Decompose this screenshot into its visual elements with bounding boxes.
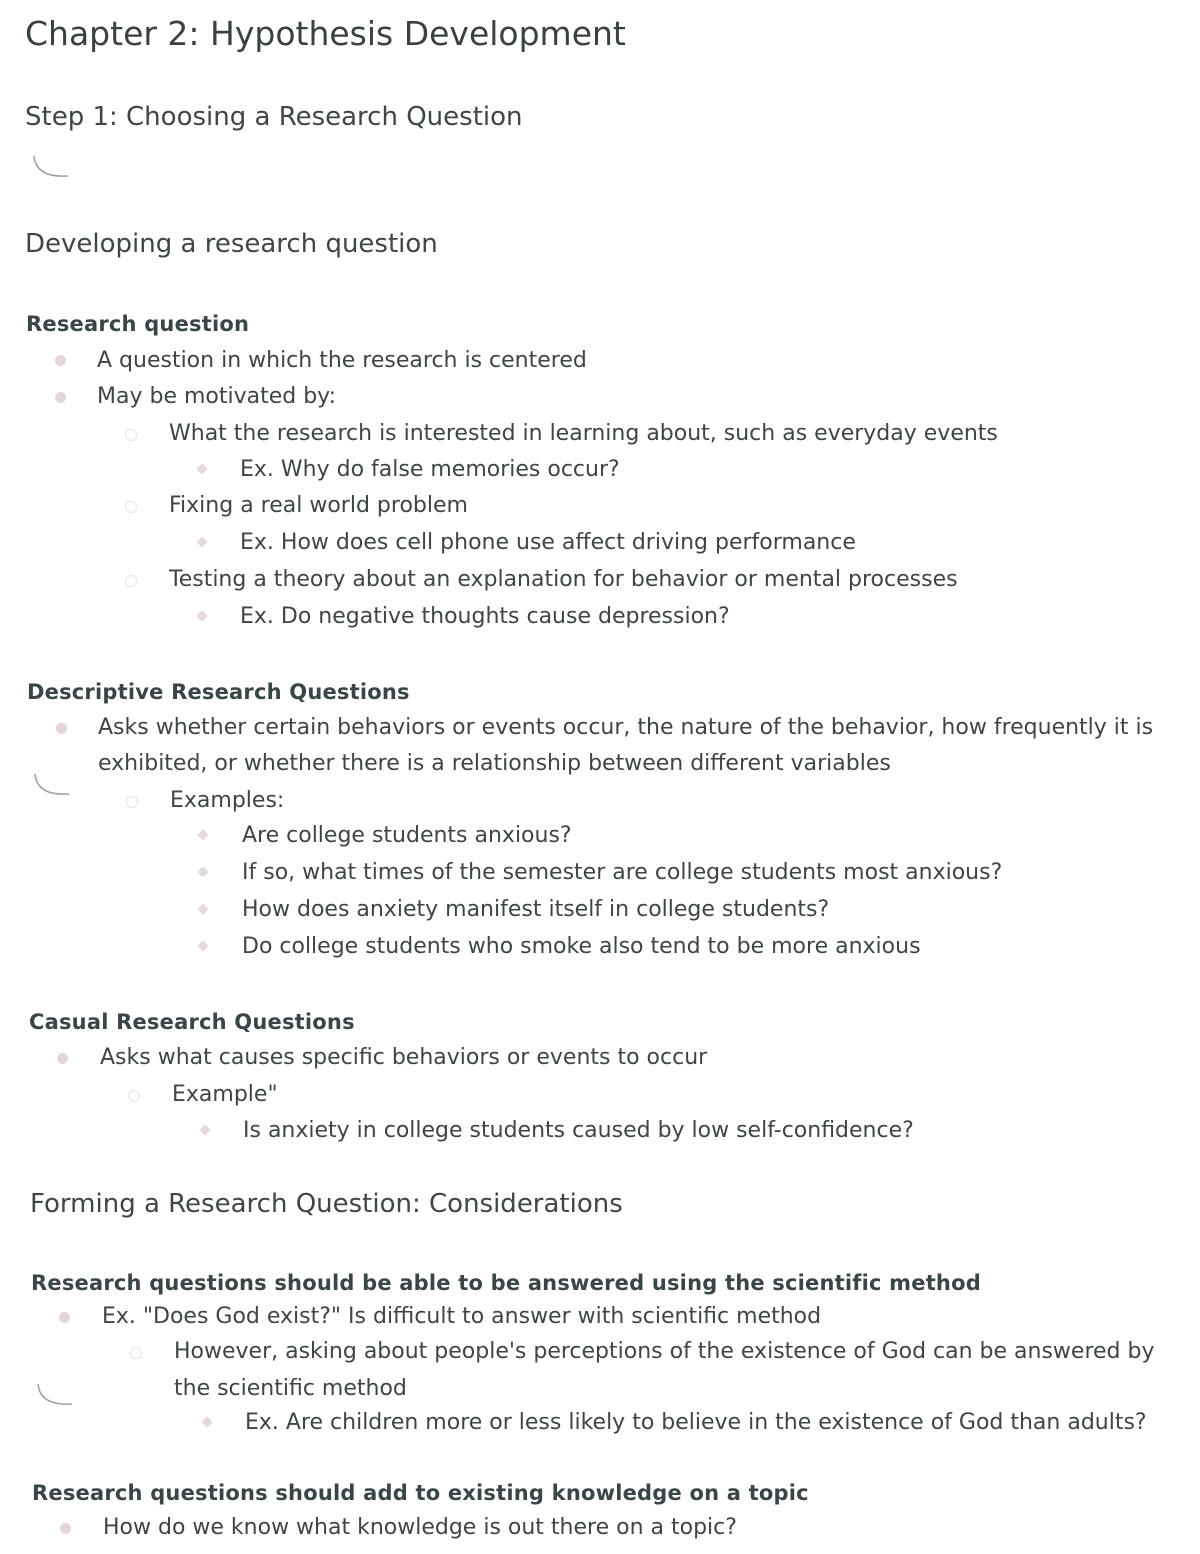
list-item: Do college students who smoke also tend to be more anxious [242, 934, 921, 959]
subheading-scientific-method: Research questions should be able to be answered using the scientific method [31, 1271, 981, 1295]
step-heading: Step 1: Choosing a Research Question [25, 102, 523, 132]
subheading-descriptive: Descriptive Research Questions [27, 680, 410, 704]
subheading-causal: Casual Research Questions [29, 1010, 355, 1034]
list-item: How does anxiety manifest itself in college students? [242, 897, 830, 922]
bullet-icon [59, 1312, 70, 1323]
circle-bullet-icon [126, 796, 138, 808]
list-item-continuation: exhibited, or whether there is a relationship between different variables [98, 751, 891, 776]
diamond-bullet-icon [197, 829, 208, 840]
bullet-icon [56, 723, 67, 734]
diamond-bullet-icon [197, 903, 208, 914]
diamond-bullet-icon [196, 536, 207, 547]
bullet-icon [55, 355, 66, 366]
curl-icon [31, 770, 71, 798]
subheading-existing-knowledge: Research questions should add to existing knowledge on a topic [32, 1481, 809, 1505]
curl-icon [30, 152, 70, 180]
list-item-continuation: the scientific method [174, 1376, 407, 1401]
list-item: How do we know what knowledge is out there on a topic? [103, 1515, 737, 1540]
list-item: Examples: [170, 788, 285, 813]
section-heading-developing: Developing a research question [25, 229, 438, 259]
list-item: Ex. How does cell phone use affect driving performance [240, 530, 856, 555]
list-item: Example" [172, 1082, 278, 1107]
diamond-bullet-icon [201, 1416, 212, 1427]
circle-bullet-icon [125, 501, 137, 513]
page-title: Chapter 2: Hypothesis Development [25, 14, 626, 53]
list-item: Fixing a real world problem [169, 493, 468, 518]
list-item: If so, what times of the semester are college students most anxious? [242, 860, 1003, 885]
list-item: May be motivated by: [97, 384, 337, 409]
list-item: Ex. Do negative thoughts cause depression? [240, 604, 730, 629]
diamond-bullet-icon [196, 610, 207, 621]
list-item: Asks whether certain behaviors or events occur, the nature of the behavior, how frequently it is [98, 715, 1154, 740]
subheading-research-question: Research question [26, 312, 250, 336]
bullet-icon [57, 1053, 68, 1064]
circle-bullet-icon [130, 1347, 142, 1359]
list-item: Ex. Why do false memories occur? [240, 457, 620, 482]
section-heading-forming: Forming a Research Question: Considerations [30, 1189, 623, 1219]
list-item: Testing a theory about an explanation for behavior or mental processes [169, 567, 958, 592]
list-item: However, asking about people's perceptions of the existence of God can be answered by [174, 1339, 1155, 1364]
list-item: Are college students anxious? [242, 823, 572, 848]
list-item: Is anxiety in college students caused by low self-confidence? [243, 1118, 914, 1143]
diamond-bullet-icon [197, 940, 208, 951]
circle-bullet-icon [125, 575, 137, 587]
diamond-bullet-icon [199, 1124, 210, 1135]
bullet-icon [55, 392, 66, 403]
diamond-bullet-icon [196, 463, 207, 474]
list-item: What the research is interested in learning about, such as everyday events [169, 421, 998, 446]
bullet-icon [60, 1523, 71, 1534]
diamond-bullet-icon [197, 866, 208, 877]
circle-bullet-icon [125, 429, 137, 441]
list-item: Ex. "Does God exist?" Is difficult to answer with scientific method [102, 1304, 822, 1329]
list-item: Ex. Are children more or less likely to believe in the existence of God than adults? [245, 1410, 1147, 1435]
circle-bullet-icon [128, 1090, 140, 1102]
curl-icon [34, 1380, 74, 1408]
list-item: Asks what causes specific behaviors or events to occur [100, 1045, 708, 1070]
list-item: A question in which the research is centered [97, 348, 587, 373]
